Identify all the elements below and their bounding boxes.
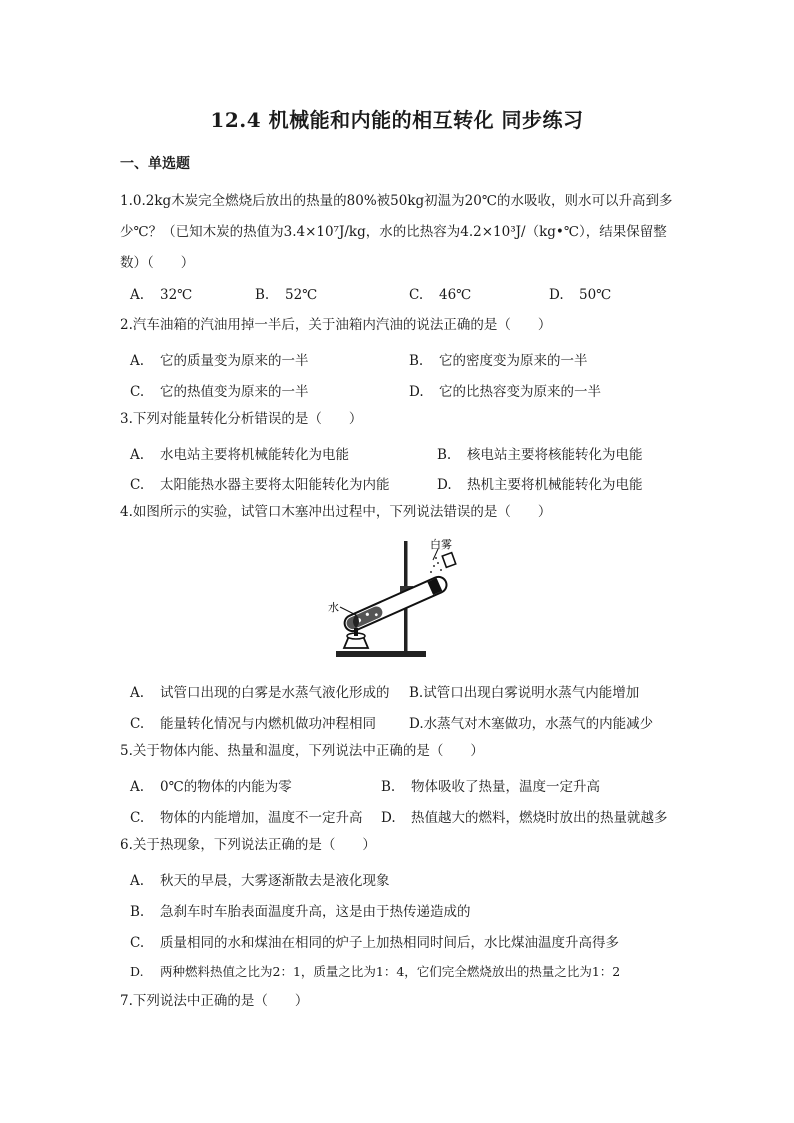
question-3-option-a: A. 水电站主要将机械能转化为电能 [130, 447, 349, 463]
question-3-option-b: B. 核电站主要将核能转化为电能 [437, 447, 643, 463]
question-1-option-b: B. 52℃ [255, 287, 318, 303]
question-2-option-b: B. 它的密度变为原来的一半 [409, 353, 588, 369]
question-1-option-a: A. 32℃ [130, 287, 193, 303]
question-4-stem: 4.如图所示的实验，试管口木塞冲出过程中，下列说法错误的是（ ） [120, 504, 552, 520]
question-3-option-d: D. 热机主要将机械能转化为电能 [437, 477, 643, 493]
question-3-option-c: C. 太阳能热水器主要将太阳能转化为内能 [130, 477, 390, 493]
question-4-option-d: D.水蒸气对木塞做功，水蒸气的内能减少 [409, 716, 654, 732]
question-1-stem: 1.0.2kg木炭完全燃烧后放出的热量的80%被50kg初温为20℃的水吸收，则水可以升高到多少℃？（已知木炭的热值为3.4×10⁷J/kg，水的比热容为4.2×10³J/（kg•℃），结果保留整数）（ ） [120, 193, 673, 271]
question-4-option-b: B.试管口出现白雾说明水蒸气内能增加 [409, 685, 640, 701]
flying-cork [442, 553, 456, 568]
section-heading: 一、单选题 [120, 156, 190, 172]
question-6-option-a: A. 秋天的早晨，大雾逐渐散去是液化现象 [130, 873, 390, 889]
label-water: 水 [328, 601, 339, 614]
question-1-option-d: D. 50℃ [549, 287, 612, 303]
question-5-option-c: C. 物体的内能增加，温度不一定升高 [130, 810, 363, 826]
question-4-option-a: A. 试管口出现的白雾是水蒸气液化形成的 [130, 685, 390, 701]
stand-base [336, 651, 426, 657]
question-1-option-c: C. 46℃ [409, 287, 472, 303]
question-5-option-a: A. 0℃的物体的内能为零 [130, 779, 292, 795]
question-5-option-b: B. 物体吸收了热量，温度一定升高 [381, 779, 600, 795]
question-7-stem: 7.下列说法中正确的是（ ） [120, 993, 309, 1009]
question-2-stem: 2.汽车油箱的汽油用掉一半后，关于油箱内汽油的说法正确的是（ ） [120, 317, 552, 333]
question-2-option-a: A. 它的质量变为原来的一半 [130, 353, 309, 369]
question-6-option-b: B. 急刹车时车胎表面温度升高，这是由于热传递造成的 [130, 904, 471, 920]
question-6-option-d: D. 两种燃料热值之比为2：1，质量之比为1：4，它们完全燃烧放出的热量之比为1：2 [130, 964, 621, 979]
question-4-option-c: C. 能量转化情况与内燃机做功冲程相同 [130, 716, 376, 732]
question-3-stem: 3.下列对能量转化分析错误的是（ ） [120, 411, 363, 427]
label-fog: 白雾 [430, 538, 452, 551]
question-6-option-c: C. 质量相同的水和煤油在相同的炉子上加热相同时间后，水比煤油温度升高得多 [130, 935, 619, 951]
question-5-stem: 5.关于物体内能、热量和温度，下列说法中正确的是（ ） [120, 743, 484, 759]
experiment-figure [316, 536, 466, 666]
page-title: 12.4 机械能和内能的相互转化 同步练习 [210, 108, 584, 132]
white-fog [430, 557, 442, 573]
question-5-option-d: D. 热值越大的燃料，燃烧时放出的热量就越多 [381, 810, 668, 826]
question-2-option-d: D. 它的比热容变为原来的一半 [409, 384, 601, 400]
test-tube-apparatus-diagram [316, 536, 466, 666]
question-2-option-c: C. 它的热值变为原来的一半 [130, 384, 309, 400]
question-6-stem: 6.关于热现象，下列说法正确的是（ ） [120, 837, 376, 853]
